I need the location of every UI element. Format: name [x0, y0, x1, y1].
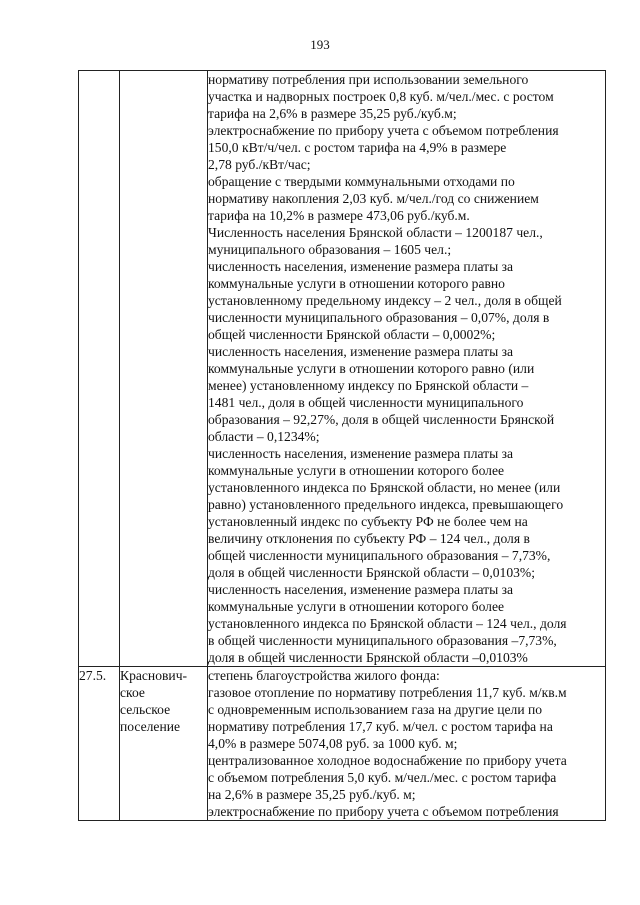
text-line: установленного индекса по Брянской области – 124 чел., доля [208, 616, 567, 631]
text-line: доля в общей численности Брянской области –0,0103% [208, 650, 528, 665]
text-line: установленный индекс по субъекту РФ не более чем на [208, 514, 528, 529]
text-line: коммунальные услуги в отношении которого более [208, 463, 505, 478]
tariff-description-cell [208, 71, 606, 667]
text-line: газовое отопление по нормативу потребления 11,7 куб. м/кв.м [208, 685, 567, 700]
text-line: численность населения, изменение размера платы за [208, 446, 514, 461]
text-line: общей численности Брянской области – 0,0002%; [208, 327, 496, 342]
text-line: области – 0,1234%; [208, 429, 320, 444]
text-line: равно) установленного предельного индекса, превышающего [208, 497, 564, 512]
table-row [79, 71, 606, 667]
text-line: централизованное холодное водоснабжение по прибору учета [208, 753, 567, 768]
text-line: 1481 чел., доля в общей численности муниципального [208, 395, 524, 410]
text-line: тарифа на 2,6% в размере 35,25 руб./куб.м; [208, 106, 457, 121]
text-line: установленному предельному индексу – 2 чел., доля в общей [208, 293, 562, 308]
text-line: в общей численности муниципального образования –7,73%, [208, 633, 557, 648]
text-line: электроснабжение по прибору учета с объемом потребления [208, 123, 559, 138]
text-line: численности муниципального образования – 0,07%, доля в [208, 310, 550, 325]
text-line: 2,78 руб./кВт/час; [208, 157, 311, 172]
text-line: численность населения, изменение размера платы за [208, 344, 514, 359]
text-line: коммунальные услуги в отношении которого более [208, 599, 505, 614]
text-line: образования – 92,27%, доля в общей численности Брянской [208, 412, 555, 427]
settlement-name-line: сельское [120, 702, 171, 717]
text-line: менее) установленному индексу по Брянской области – [208, 378, 529, 393]
text-line: коммунальные услуги в отношении которого равно [208, 276, 505, 291]
text-line: тарифа на 10,2% в размере 473,06 руб./куб.м. [208, 208, 470, 223]
text-line: установленного индекса по Брянской области, но менее (или [208, 480, 561, 495]
text-line: электроснабжение по прибору учета с объемом потребления [208, 804, 559, 819]
text-line: обращение с твердыми коммунальными отходами по [208, 174, 515, 189]
text-line: участка и надворных построек 0,8 куб. м/чел./мес. с ростом [208, 89, 554, 104]
text-line: общей численности муниципального образования – 7,73%, [208, 548, 551, 563]
table-row [79, 667, 606, 821]
text-line: Численность населения Брянской области – 1200187 чел., [208, 225, 543, 240]
text-line: коммунальные услуги в отношении которого равно (или [208, 361, 535, 376]
settlement-name-line: поселение [120, 719, 181, 734]
text-line: доля в общей численности Брянской области – 0,0103%; [208, 565, 536, 580]
text-line: нормативу потребления 17,7 куб. м/чел. с ростом тарифа на [208, 719, 553, 734]
text-line: на 2,6% в размере 35,25 руб./куб. м; [208, 787, 416, 802]
settlement-name-line: Краснович- ское [120, 668, 188, 700]
text-line: 150,0 кВт/ч/чел. с ростом тарифа на 4,9% в размере [208, 140, 507, 155]
settlement-name-cell [120, 71, 208, 667]
tariff-description-cell [208, 667, 606, 821]
text-line: с объемом потребления 5,0 куб. м/чел./мес. с ростом тарифа [208, 770, 557, 785]
text-line: степень благоустройства жилого фонда: [208, 668, 440, 683]
text-line: с одновременным использованием газа на другие цели по [208, 702, 543, 717]
text-line: численность населения, изменение размера платы за [208, 582, 514, 597]
text-line: нормативу потребления при использовании земельного [208, 72, 529, 87]
row-number-cell: 27.5. [79, 667, 120, 821]
text-line: численность населения, изменение размера платы за [208, 259, 514, 274]
text-line: нормативу накопления 2,03 куб. м/чел./год со снижением [208, 191, 539, 206]
text-line: муниципального образования – 1605 чел.; [208, 242, 452, 257]
settlement-name-cell [120, 667, 208, 821]
tariff-table [78, 70, 606, 821]
page-number: 193 [310, 37, 330, 52]
row-number-cell [79, 71, 120, 667]
text-line: 4,0% в размере 5074,08 руб. за 1000 куб. м; [208, 736, 458, 751]
text-line: величину отклонения по субъекту РФ – 124 чел., доля в [208, 531, 530, 546]
